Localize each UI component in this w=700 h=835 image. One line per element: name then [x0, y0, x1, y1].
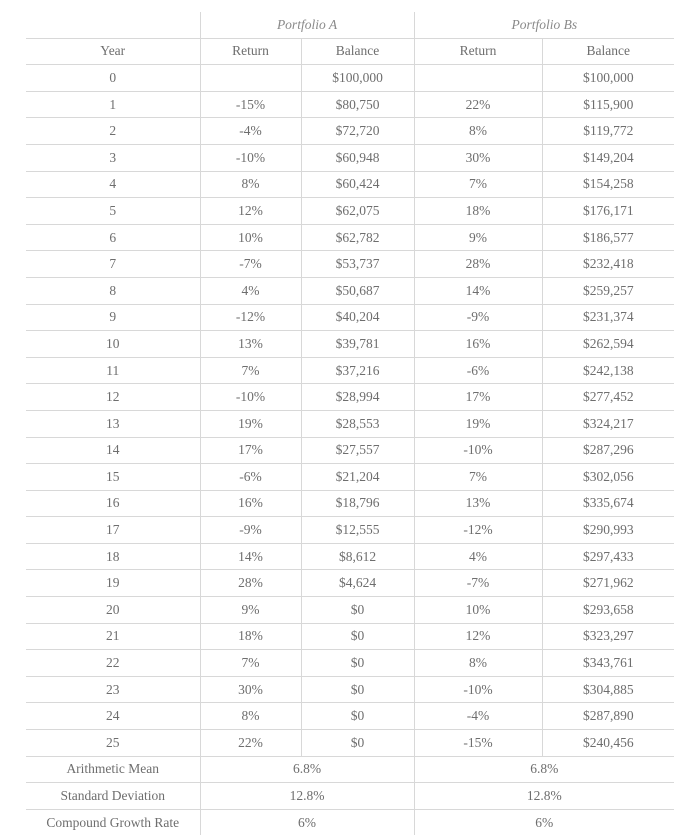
balance-a-cell: $28,553 [301, 410, 414, 437]
table-row [26, 676, 674, 703]
return-a-cell: 16% [200, 490, 301, 517]
balance-a-cell: $0 [301, 623, 414, 650]
return-b-cell: -10% [414, 437, 542, 464]
balance-b-cell: $100,000 [542, 65, 674, 92]
balance-b-cell: $262,594 [542, 331, 674, 358]
return-a-cell: -10% [200, 384, 301, 411]
portfolio-b-header: Portfolio Bs [414, 12, 674, 38]
year-cell: 2 [26, 118, 200, 145]
balance-a-cell: $62,075 [301, 198, 414, 225]
balance-a-cell: $8,612 [301, 543, 414, 570]
return-a-cell: 22% [200, 730, 301, 757]
balance-a-cell: $37,216 [301, 357, 414, 384]
year-cell: 25 [26, 730, 200, 757]
return-b-cell: 19% [414, 410, 542, 437]
table-row [26, 623, 674, 650]
balance-a-cell: $21,204 [301, 464, 414, 491]
balance-b-cell: $290,993 [542, 517, 674, 544]
table-row [26, 304, 674, 331]
balance-b-cell: $149,204 [542, 144, 674, 171]
return-a-cell: 14% [200, 543, 301, 570]
summary-label: Arithmetic Mean [26, 756, 200, 783]
year-cell: 9 [26, 304, 200, 331]
balance-b-cell: $176,171 [542, 198, 674, 225]
return-b-cell: 4% [414, 543, 542, 570]
balance-b-cell: $304,885 [542, 676, 674, 703]
portfolio-comparison-table-container [26, 12, 674, 835]
return-b-cell: 10% [414, 597, 542, 624]
table-row [26, 91, 674, 118]
summary-row [26, 809, 674, 835]
return-b-cell: 22% [414, 91, 542, 118]
balance-b-column-header: Balance [542, 38, 674, 65]
balance-b-cell: $240,456 [542, 730, 674, 757]
balance-a-cell: $53,737 [301, 251, 414, 278]
year-cell: 11 [26, 357, 200, 384]
table-row [26, 490, 674, 517]
balance-a-cell: $40,204 [301, 304, 414, 331]
balance-b-cell: $297,433 [542, 543, 674, 570]
table-row [26, 437, 674, 464]
return-b-cell: 8% [414, 650, 542, 677]
return-a-cell: 30% [200, 676, 301, 703]
summary-label: Standard Deviation [26, 783, 200, 810]
year-cell: 3 [26, 144, 200, 171]
table-row [26, 597, 674, 624]
year-cell: 5 [26, 198, 200, 225]
year-cell: 4 [26, 171, 200, 198]
return-b-column-header: Return [414, 38, 542, 65]
table-row [26, 357, 674, 384]
return-b-cell [414, 65, 542, 92]
return-a-cell: 7% [200, 650, 301, 677]
return-b-cell: -15% [414, 730, 542, 757]
balance-b-cell: $277,452 [542, 384, 674, 411]
balance-b-cell: $232,418 [542, 251, 674, 278]
year-cell: 24 [26, 703, 200, 730]
table-row [26, 277, 674, 304]
table-row [26, 703, 674, 730]
balance-b-cell: $287,296 [542, 437, 674, 464]
table-row [26, 198, 674, 225]
summary-value-b: 6% [414, 809, 674, 835]
table-row [26, 171, 674, 198]
year-cell: 10 [26, 331, 200, 358]
year-cell: 13 [26, 410, 200, 437]
return-a-cell: 8% [200, 703, 301, 730]
year-cell: 23 [26, 676, 200, 703]
return-a-cell: -10% [200, 144, 301, 171]
return-b-cell: 17% [414, 384, 542, 411]
balance-a-column-header: Balance [301, 38, 414, 65]
return-a-cell: 10% [200, 224, 301, 251]
table-row [26, 65, 674, 92]
year-cell: 18 [26, 543, 200, 570]
balance-a-cell: $28,994 [301, 384, 414, 411]
return-a-cell: -4% [200, 118, 301, 145]
year-cell: 7 [26, 251, 200, 278]
balance-b-cell: $343,761 [542, 650, 674, 677]
table-row [26, 650, 674, 677]
return-a-column-header: Return [200, 38, 301, 65]
return-a-cell: 8% [200, 171, 301, 198]
summary-value-b: 12.8% [414, 783, 674, 810]
balance-a-cell: $72,720 [301, 118, 414, 145]
return-a-cell: 28% [200, 570, 301, 597]
balance-b-cell: $119,772 [542, 118, 674, 145]
table-row [26, 144, 674, 171]
balance-a-cell: $12,555 [301, 517, 414, 544]
balance-b-cell: $115,900 [542, 91, 674, 118]
table-row [26, 464, 674, 491]
column-header-row [26, 38, 674, 65]
return-a-cell [200, 65, 301, 92]
year-column-header: Year [26, 38, 200, 65]
summary-value-a: 6.8% [200, 756, 414, 783]
balance-b-cell: $231,374 [542, 304, 674, 331]
return-a-cell: 7% [200, 357, 301, 384]
balance-a-cell: $62,782 [301, 224, 414, 251]
year-cell: 8 [26, 277, 200, 304]
return-a-cell: -9% [200, 517, 301, 544]
portfolio-a-header: Portfolio A [200, 12, 414, 38]
summary-label: Compound Growth Rate [46, 814, 180, 830]
return-b-cell: 16% [414, 331, 542, 358]
balance-a-cell: $18,796 [301, 490, 414, 517]
return-b-cell: -6% [414, 357, 542, 384]
balance-a-cell: $0 [301, 676, 414, 703]
return-b-cell: -9% [414, 304, 542, 331]
balance-a-cell: $0 [301, 597, 414, 624]
balance-b-cell: $293,658 [542, 597, 674, 624]
group-header-spacer [26, 12, 200, 38]
summary-value-b: 6.8% [414, 756, 674, 783]
return-a-cell: 19% [200, 410, 301, 437]
year-cell: 12 [26, 384, 200, 411]
return-b-cell: 30% [414, 144, 542, 171]
table-row [26, 224, 674, 251]
balance-b-cell: $259,257 [542, 277, 674, 304]
year-cell: 17 [26, 517, 200, 544]
return-b-cell: -7% [414, 570, 542, 597]
return-a-cell: 13% [200, 331, 301, 358]
year-cell: 19 [26, 570, 200, 597]
return-b-cell: 13% [414, 490, 542, 517]
balance-b-cell: $287,890 [542, 703, 674, 730]
table-row [26, 730, 674, 757]
year-cell: 16 [26, 490, 200, 517]
balance-a-cell: $39,781 [301, 331, 414, 358]
year-cell: 6 [26, 224, 200, 251]
year-cell: 1 [26, 91, 200, 118]
return-b-cell: 12% [414, 623, 542, 650]
return-b-cell: 8% [414, 118, 542, 145]
return-a-cell: -6% [200, 464, 301, 491]
year-cell: 15 [26, 464, 200, 491]
summary-row [26, 783, 674, 810]
summary-value-a: 12.8% [200, 783, 414, 810]
balance-a-cell: $100,000 [301, 65, 414, 92]
return-a-cell: 17% [200, 437, 301, 464]
table-row [26, 410, 674, 437]
balance-b-cell: $154,258 [542, 171, 674, 198]
balance-a-cell: $0 [301, 703, 414, 730]
return-a-cell: -15% [200, 91, 301, 118]
return-b-cell: 7% [414, 171, 542, 198]
balance-a-cell: $27,557 [301, 437, 414, 464]
year-cell: 0 [26, 65, 200, 92]
summary-value-a: 6% [200, 809, 414, 835]
return-a-cell: 12% [200, 198, 301, 225]
balance-a-cell: $60,948 [301, 144, 414, 171]
return-b-cell: -12% [414, 517, 542, 544]
balance-b-cell: $302,056 [542, 464, 674, 491]
balance-b-cell: $186,577 [542, 224, 674, 251]
year-cell: 14 [26, 437, 200, 464]
balance-a-cell: $60,424 [301, 171, 414, 198]
table-row [26, 384, 674, 411]
balance-a-cell: $4,624 [301, 570, 414, 597]
return-b-cell: 9% [414, 224, 542, 251]
balance-a-cell: $50,687 [301, 277, 414, 304]
year-cell: 22 [26, 650, 200, 677]
return-a-cell: 9% [200, 597, 301, 624]
balance-b-cell: $323,297 [542, 623, 674, 650]
table-row [26, 543, 674, 570]
balance-a-cell: $0 [301, 730, 414, 757]
year-cell: 21 [26, 623, 200, 650]
group-header-row [26, 12, 674, 38]
table-body [26, 65, 674, 835]
return-b-cell: -10% [414, 676, 542, 703]
table-row [26, 118, 674, 145]
return-b-cell: 7% [414, 464, 542, 491]
return-a-cell: 4% [200, 277, 301, 304]
balance-b-cell: $242,138 [542, 357, 674, 384]
balance-b-cell: $271,962 [542, 570, 674, 597]
return-b-cell: 18% [414, 198, 542, 225]
summary-row [26, 756, 674, 783]
balance-b-cell: $324,217 [542, 410, 674, 437]
portfolio-comparison-table [26, 12, 674, 835]
return-a-cell: -12% [200, 304, 301, 331]
return-b-cell: 28% [414, 251, 542, 278]
table-row [26, 517, 674, 544]
table-row [26, 331, 674, 358]
balance-a-cell: $80,750 [301, 91, 414, 118]
return-b-cell: -4% [414, 703, 542, 730]
return-b-cell: 14% [414, 277, 542, 304]
return-a-cell: 18% [200, 623, 301, 650]
year-cell: 20 [26, 597, 200, 624]
balance-a-cell: $0 [301, 650, 414, 677]
return-a-cell: -7% [200, 251, 301, 278]
table-row [26, 251, 674, 278]
table-row [26, 570, 674, 597]
balance-b-cell: $335,674 [542, 490, 674, 517]
